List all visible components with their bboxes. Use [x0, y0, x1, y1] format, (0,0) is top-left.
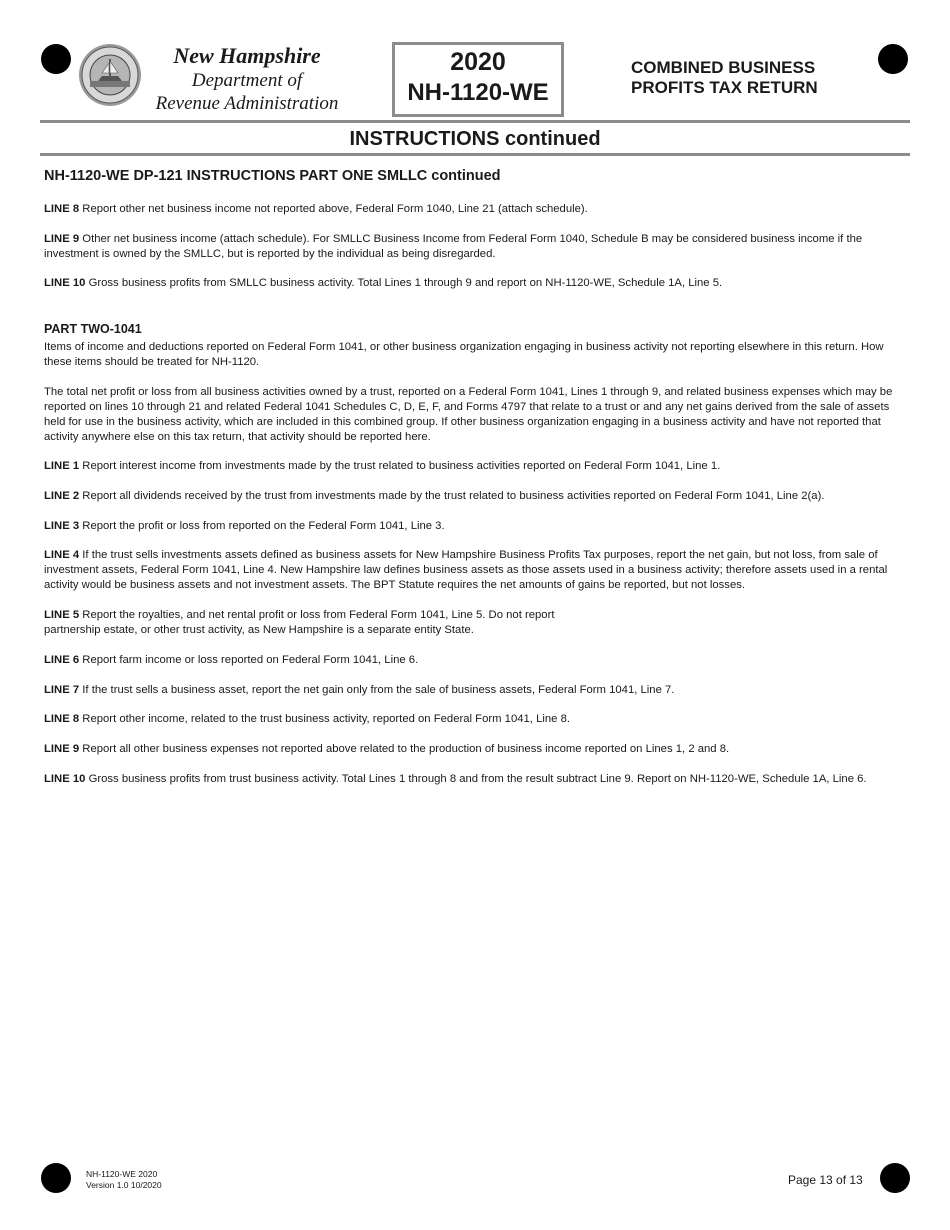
punch-hole-bottom-left [41, 1163, 71, 1193]
line-label: LINE 8 [44, 203, 80, 215]
line-text: Report interest income from investments made by the trust related to business activities reported on Federal Form 1041, Line 1. [82, 460, 721, 472]
agency-line-3: Revenue Administration [155, 93, 339, 114]
part-two-heading: PART TWO-1041 [44, 322, 142, 336]
instruction-line [44, 276, 904, 291]
punch-hole-top-left [41, 44, 71, 74]
punch-hole-top-right [878, 44, 908, 74]
punch-hole-bottom-right [880, 1163, 910, 1193]
section-title: INSTRUCTIONS continued [349, 128, 601, 150]
header-rule-bottom [40, 153, 910, 156]
instruction-line [44, 489, 904, 504]
line-text: Report other net business income not reported above, Federal Form 1040, Line 21 (attach schedule). [82, 203, 588, 215]
agency-line-2: Department of [191, 70, 303, 91]
instruction-line [44, 712, 904, 727]
instruction-line [44, 742, 904, 757]
instruction-line [44, 653, 904, 668]
instruction-line [44, 202, 904, 217]
form-number: NH-1120-WE [407, 79, 549, 106]
agency-name [142, 42, 352, 115]
line-label: LINE 3 [44, 520, 80, 532]
line-text-continued: partnership estate, or other trust activity, as New Hampshire is a separate entity State. [44, 624, 474, 636]
line-text: Report other income, related to the trust business activity, reported on Federal Form 1041, Line 8. [82, 713, 570, 725]
part-two-description: The total net profit or loss from all business activities owned by a trust, reported on a Federal Form 1041, Lines 1 through 9, and related business expenses which may be reported on lines 10 through 21 and related Federal 1041 Schedules C, D, E, F, and Forms 4797 that relate to a trust or and any net gains derived from the sale of assets held for use in the business activity, which are included in this combined group. If other business organization engaging in a business activity and have not reported that activity anywhere else on this tax return, that activity should be reported here. [44, 386, 893, 443]
instruction-line [44, 683, 904, 698]
line-text: If the trust sells a business asset, report the net gain only from the sale of business assets, Federal Form 1041, Line 7. [82, 684, 675, 696]
line-label: LINE 9 [44, 233, 80, 245]
line-label: LINE 10 [44, 773, 86, 785]
form-year: 2020 [450, 48, 506, 76]
footer-form-id: NH-1120-WE 2020 [86, 1169, 158, 1179]
instruction-line [44, 232, 904, 262]
line-text: Report farm income or loss reported on Federal Form 1041, Line 6. [82, 654, 419, 666]
line-text: If the trust sells investments assets defined as business assets for New Hampshire Business Profits Tax purposes, report the net gain, but not loss, from sale of investment assets, Federal Form 1041, Line 4. New Hampshire law defines business assets as those assets used in a business activity; therefore assets used in a rental activity would be business assets and not investment assets. The BPT Statute requires the net amounts of gains be reported, but not losses. [44, 549, 888, 591]
footer-version: Version 1.0 10/2020 [86, 1180, 162, 1190]
return-title-line-1: COMBINED BUSINESS [631, 58, 816, 77]
line-label: LINE 4 [44, 549, 80, 561]
line-text: Report all other business expenses not reported above related to the production of business income reported on Lines 1, 2 and 8. [82, 743, 730, 755]
line-label: LINE 8 [44, 713, 80, 725]
agency-line-1: New Hampshire [173, 43, 321, 68]
instruction-line [44, 772, 904, 787]
line-label: LINE 2 [44, 490, 80, 502]
line-text: Gross business profits from trust business activity. Total Lines 1 through 8 and from the result subtract Line 9. Report on NH-1120-WE, Schedule 1A, Line 6. [88, 773, 867, 785]
return-title-line-2: PROFITS TAX RETURN [631, 78, 818, 97]
line-label: LINE 7 [44, 684, 80, 696]
page-number: Page 13 of 13 [788, 1173, 863, 1187]
line-label: LINE 6 [44, 654, 80, 666]
line-text: Report all dividends received by the trust from investments made by the trust related to business activities reported on Federal Form 1041, Line 2(a). [82, 490, 825, 502]
line-label: LINE 9 [44, 743, 80, 755]
line-label: LINE 10 [44, 277, 86, 289]
instruction-line [44, 519, 904, 534]
header-rule-top [40, 120, 910, 123]
line-text: Report the profit or loss from reported on the Federal Form 1041, Line 3. [82, 520, 445, 532]
instruction-line [44, 608, 904, 638]
line-text: Report the royalties, and net rental profit or loss from Federal Form 1041, Line 5. Do not report [82, 609, 555, 621]
footer-form-info [86, 1169, 162, 1191]
part-one-heading: NH-1120-WE DP-121 INSTRUCTIONS PART ONE SMLLC continued [44, 168, 501, 184]
line-label: LINE 5 [44, 609, 80, 621]
return-title [631, 58, 818, 98]
instruction-line [44, 459, 904, 474]
line-text: Gross business profits from SMLLC business activity. Total Lines 1 through 9 and report on NH-1120-WE, Schedule 1A, Line 5. [88, 277, 723, 289]
line-label: LINE 1 [44, 460, 80, 472]
state-seal-icon [78, 43, 142, 107]
part-two-intro: Items of income and deductions reported on Federal Form 1041, or other business organization engaging in business activity not reporting elsewhere in this return. How these items should be treated for NH-1120. [44, 341, 884, 368]
form-id-box [392, 42, 564, 117]
line-text: Other net business income (attach schedule). For SMLLC Business Income from Federal Form 1040, Schedule B may be considered business income if the investment is owned by the SMLLC, but is reported by the individual as being disregarded. [44, 233, 863, 260]
instruction-line [44, 548, 904, 593]
